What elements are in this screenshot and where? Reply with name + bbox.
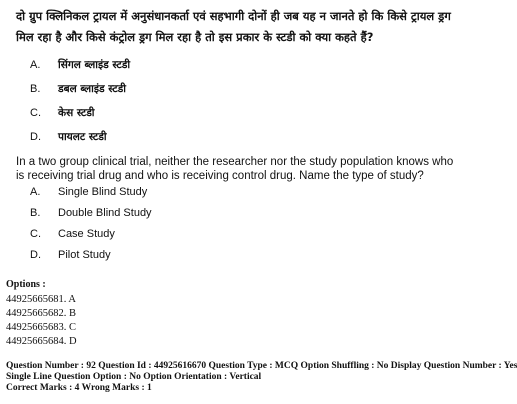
option-text: केस स्टडी bbox=[58, 107, 95, 119]
option-letter: D. bbox=[30, 131, 41, 143]
option-hindi-c bbox=[30, 101, 130, 125]
option-text: Case Study bbox=[58, 227, 115, 240]
option-id-list bbox=[6, 293, 77, 349]
option-text: Single Blind Study bbox=[58, 185, 148, 198]
option-id: 44925665681. A bbox=[6, 294, 77, 305]
options-list-english bbox=[30, 181, 152, 265]
options-list-hindi bbox=[30, 53, 130, 149]
option-english-a bbox=[30, 181, 152, 202]
option-letter: B. bbox=[30, 206, 41, 219]
question-text-english: In a two group clinical trial, neither the researcher nor the study population knows who is receiving trial drug and who is receiving control drug. Name the type of study? bbox=[16, 156, 454, 182]
option-text: सिंगल ब्लाइंड स्टडी bbox=[58, 59, 131, 71]
option-hindi-b bbox=[30, 77, 130, 101]
metadata-line: Single Line Question Option : No Option Orientation : Vertical bbox=[6, 372, 262, 382]
option-english-d bbox=[30, 244, 152, 265]
options-heading: Options : bbox=[6, 279, 46, 290]
option-id: 44925665684. D bbox=[6, 336, 77, 347]
option-text: पायलट स्टडी bbox=[58, 131, 107, 143]
option-letter: C. bbox=[30, 107, 41, 119]
option-id: 44925665682. B bbox=[6, 308, 77, 319]
option-letter: A. bbox=[30, 185, 41, 198]
option-text: Pilot Study bbox=[58, 248, 111, 261]
option-letter: A. bbox=[30, 59, 41, 71]
option-id: 44925665683. C bbox=[6, 322, 77, 333]
option-text: Double Blind Study bbox=[58, 206, 152, 219]
option-letter: B. bbox=[30, 83, 41, 95]
option-letter: D. bbox=[30, 248, 41, 261]
option-hindi-d bbox=[30, 125, 130, 149]
option-hindi-a bbox=[30, 53, 130, 77]
option-text: डबल ब्लाइंड स्टडी bbox=[58, 83, 127, 95]
option-english-b bbox=[30, 202, 152, 223]
question-text-hindi: दो ग्रुप क्लिनिकल ट्रायल में अनुसंधानकर्ता एवं सहभागी दोनों ही जब यह न जानते हो कि किसे ट्रायल ड्रग मिल रहा है और किसे कंट्रोल ड्रग मिल रहा है तो इस प्रकार के स्टडी को क्या कहते हैं? bbox=[16, 9, 451, 44]
metadata-line: Correct Marks : 4 Wrong Marks : 1 bbox=[6, 383, 152, 393]
option-letter: C. bbox=[30, 227, 41, 240]
question-metadata bbox=[6, 361, 517, 394]
option-english-c bbox=[30, 223, 152, 244]
metadata-line: Question Number : 92 Question Id : 44925616670 Question Type : MCQ Option Shuffling : No Display Question Number : Yes bbox=[6, 361, 517, 371]
